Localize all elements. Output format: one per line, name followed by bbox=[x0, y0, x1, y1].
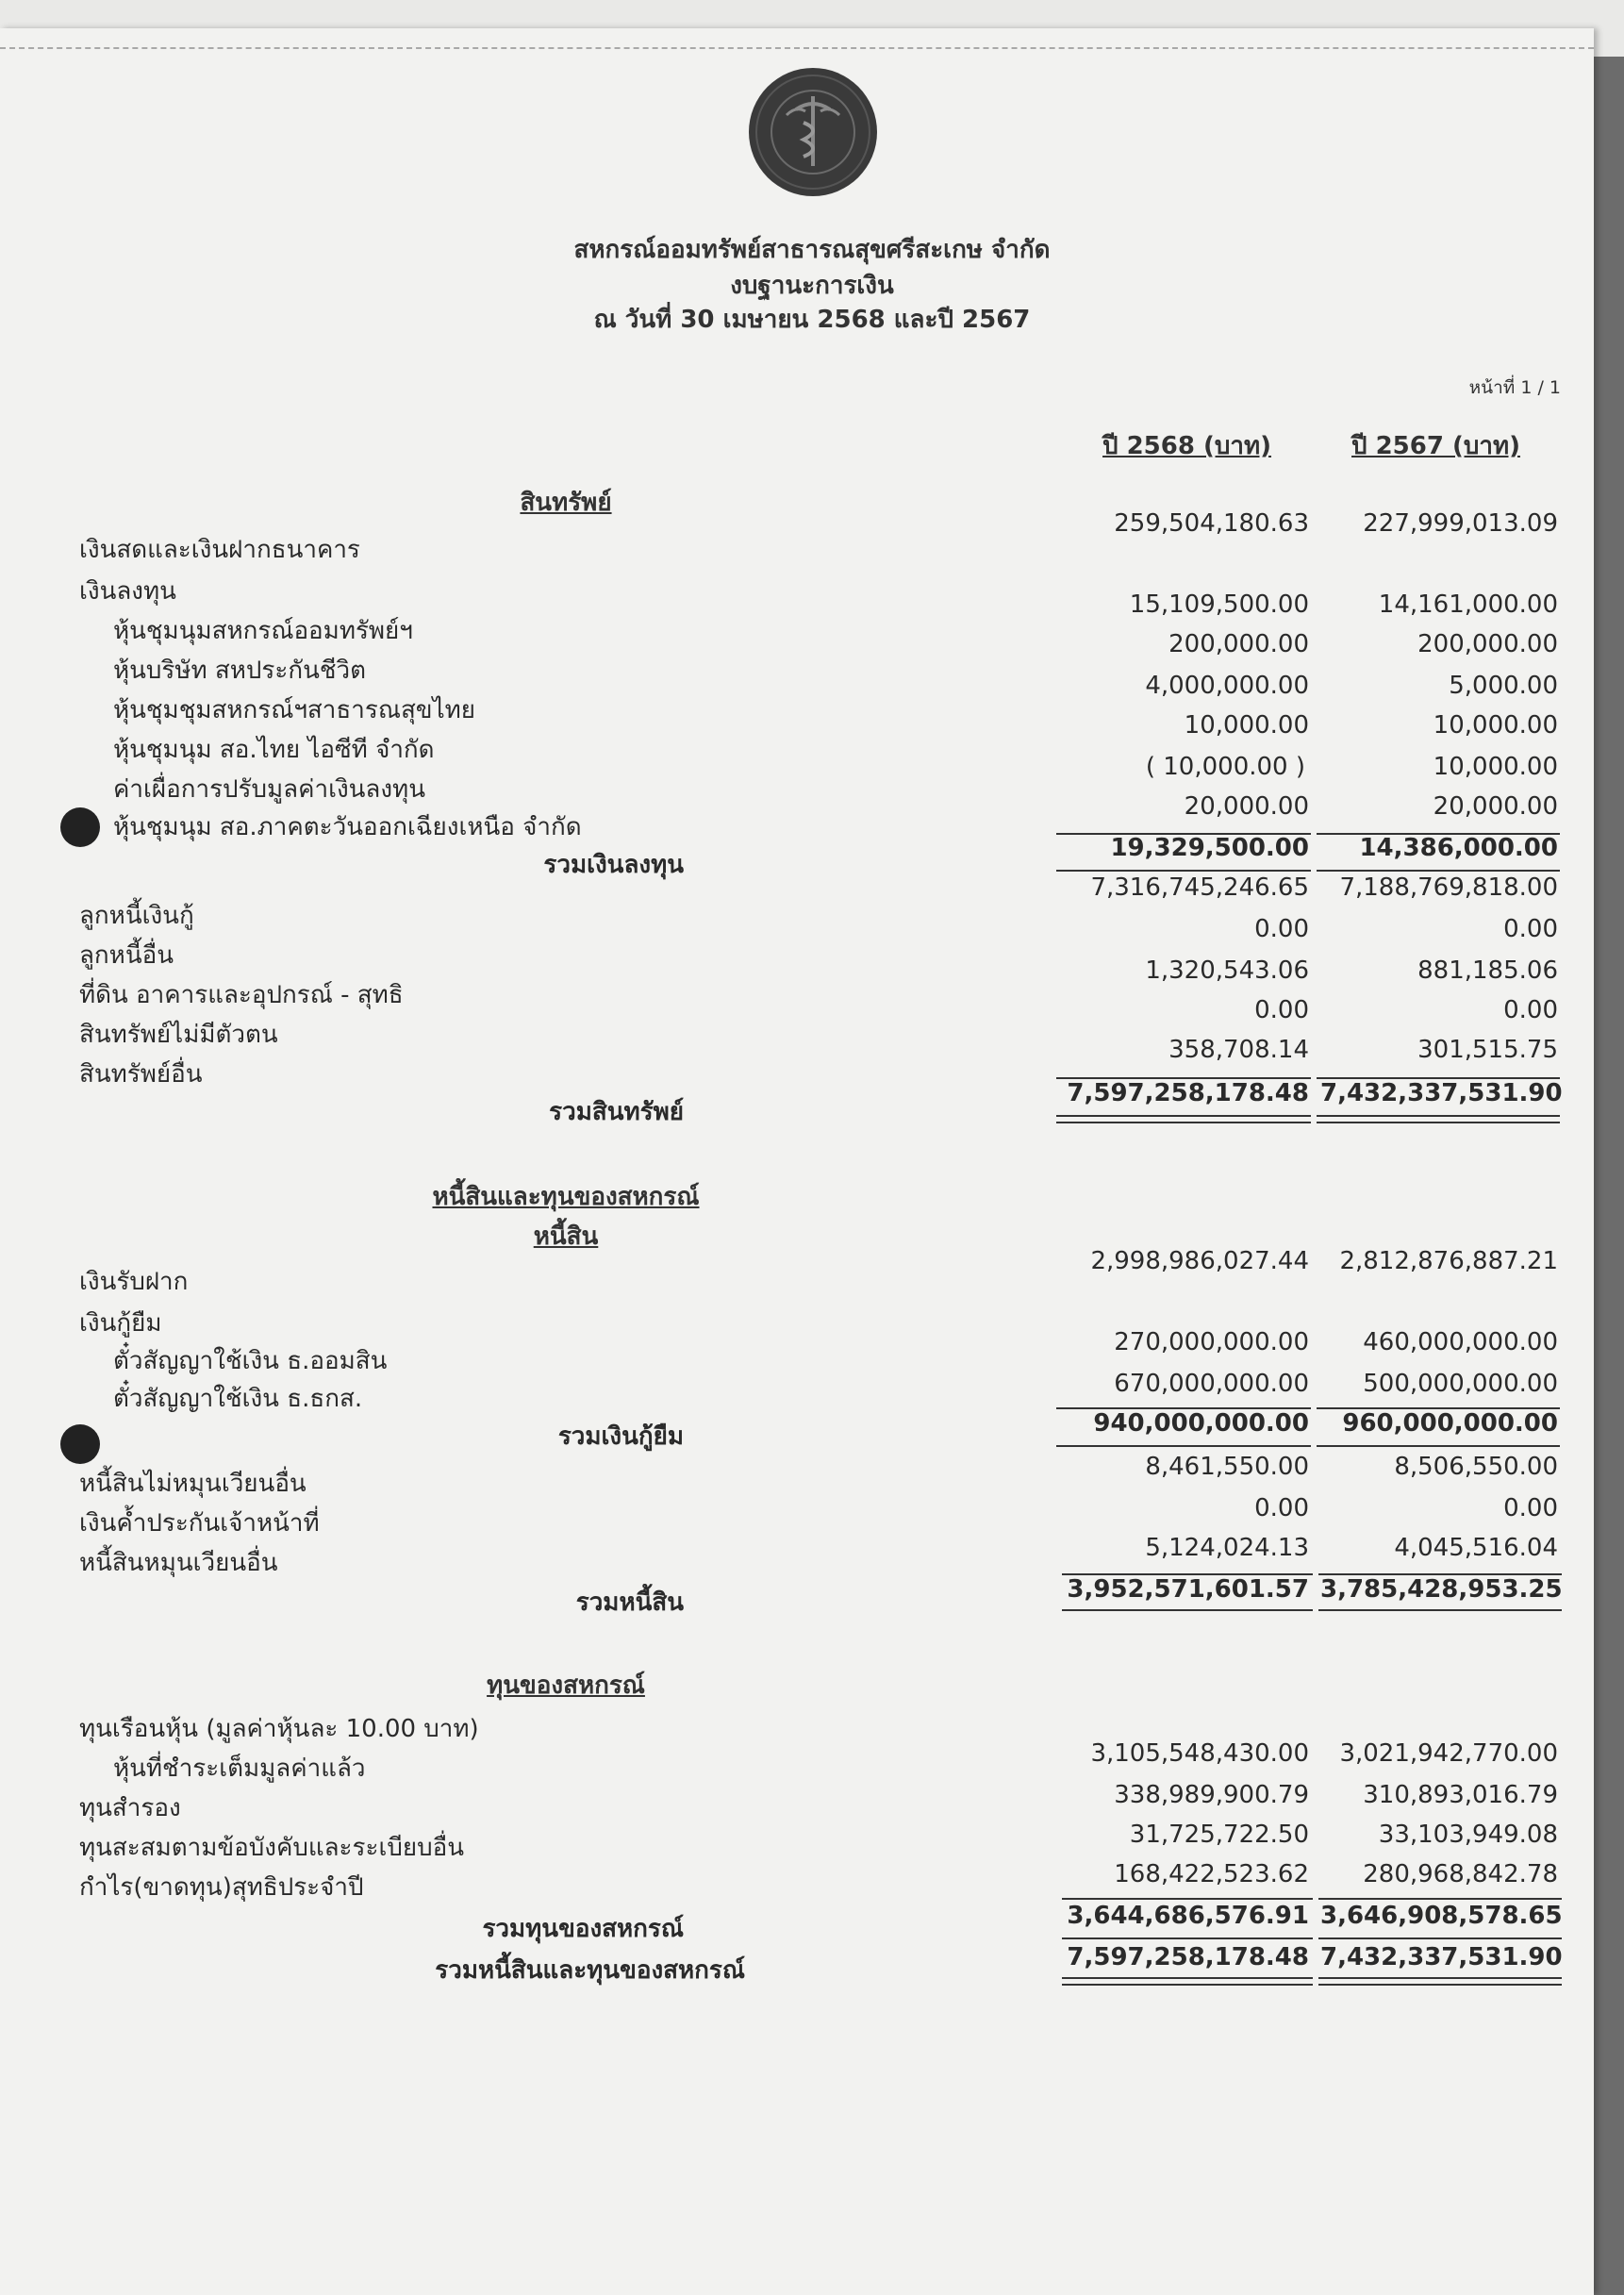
asset-current: 0.00 bbox=[1254, 996, 1309, 1024]
equity-label: ทุนสะสมตามข้อบังคับและระเบียบอื่น bbox=[79, 1834, 464, 1862]
liability-label: หนี้สินไม่หมุนเวียนอื่น bbox=[79, 1470, 307, 1498]
investment-current: 200,000.00 bbox=[1168, 630, 1309, 658]
liabilities-total-prior: 3,785,428,953.25 bbox=[1320, 1575, 1563, 1604]
subtotal-rule bbox=[1056, 870, 1311, 872]
total-rule bbox=[1318, 1937, 1562, 1939]
cash-current: 259,504,180.63 bbox=[1114, 509, 1309, 538]
total-double-rule bbox=[1317, 1115, 1560, 1123]
borrowing-prior: 460,000,000.00 bbox=[1363, 1328, 1558, 1356]
grand-total-current: 7,597,258,178.48 bbox=[1067, 1943, 1309, 1971]
punch-hole bbox=[60, 1424, 100, 1464]
investment-prior: 200,000.00 bbox=[1417, 630, 1558, 658]
equity-current: 338,989,900.79 bbox=[1114, 1781, 1309, 1809]
asset-prior: 0.00 bbox=[1503, 915, 1558, 943]
investment-current: 10,000.00 bbox=[1184, 711, 1309, 740]
equity-label: หุ้นที่ชำระเต็มมูลค่าแล้ว bbox=[113, 1755, 366, 1783]
investments-total-prior: 14,386,000.00 bbox=[1359, 834, 1558, 862]
investment-current: ( 10,000.00 ) bbox=[1145, 753, 1305, 781]
organization-seal bbox=[749, 68, 877, 196]
investment-label: หุ้นชุมนุม สอ.ไทย ไอซีที จำกัด bbox=[113, 736, 435, 764]
investment-label: ค่าเผื่อการปรับมูลค่าเงินลงทุน bbox=[113, 775, 425, 804]
grand-total-label: รวมหนี้สินและทุนของสหกรณ์ bbox=[435, 1956, 745, 1985]
equity-current: 31,725,722.50 bbox=[1129, 1821, 1309, 1849]
organization-name: สหกรณ์ออมทรัพย์สาธารณสุขศรีสะเกษ จำกัด bbox=[573, 236, 1051, 264]
total-rule bbox=[1062, 1609, 1313, 1611]
equity-prior: 280,968,842.78 bbox=[1363, 1860, 1558, 1888]
asset-label: สินทรัพย์ไม่มีตัวตน bbox=[79, 1021, 278, 1049]
borrowings-total-current: 940,000,000.00 bbox=[1093, 1409, 1309, 1438]
investments-total-label: รวมเงินลงทุน bbox=[543, 851, 684, 879]
asset-current: 7,316,745,246.65 bbox=[1090, 873, 1309, 902]
borrowings-total-label: รวมเงินกู้ยืม bbox=[557, 1422, 684, 1451]
borrowing-label: ตั๋วสัญญาใช้เงิน ธ.ธกส. bbox=[113, 1385, 363, 1413]
asset-label: ลูกหนี้เงินกู้ bbox=[79, 902, 194, 930]
asset-current: 358,708.14 bbox=[1168, 1036, 1309, 1064]
total-rule bbox=[1062, 1898, 1313, 1900]
deposits-label: เงินรับฝาก bbox=[79, 1268, 189, 1296]
grand-total-prior: 7,432,337,531.90 bbox=[1320, 1943, 1563, 1971]
total-rule bbox=[1062, 1937, 1313, 1939]
column-prior-year: ปี 2567 (บาท) bbox=[1351, 432, 1520, 460]
investment-prior: 5,000.00 bbox=[1449, 672, 1558, 700]
investment-label: หุ้นบริษัท สหประกันชีวิต bbox=[113, 657, 367, 685]
investments-total-current: 19,329,500.00 bbox=[1110, 834, 1309, 862]
borrowing-label: ตั๋วสัญญาใช้เงิน ธ.ออมสิน bbox=[113, 1347, 388, 1375]
total-double-rule bbox=[1062, 1977, 1313, 1986]
equity-label: ทุนสำรอง bbox=[79, 1794, 181, 1822]
liabilities-heading: หนี้สิน bbox=[533, 1222, 599, 1251]
borrowings-label: เงินกู้ยืม bbox=[79, 1309, 162, 1338]
investment-label: หุ้นชุมชุมสหกรณ์ฯสาธารณสุขไทย bbox=[113, 696, 476, 724]
deposits-current: 2,998,986,027.44 bbox=[1090, 1247, 1309, 1275]
asset-current: 1,320,543.06 bbox=[1145, 956, 1309, 985]
assets-heading: สินทรัพย์ bbox=[520, 489, 612, 517]
investment-label: หุ้นชุมนุม สอ.ภาคตะวันออกเฉียงเหนือ จำกัด bbox=[113, 813, 582, 841]
liabilities-total-current: 3,952,571,601.57 bbox=[1067, 1575, 1309, 1604]
total-double-rule bbox=[1318, 1977, 1562, 1986]
deposits-prior: 2,812,876,887.21 bbox=[1339, 1247, 1558, 1275]
share-capital-label: ทุนเรือนหุ้น (มูลค่าหุ้นละ 10.00 บาท) bbox=[79, 1715, 479, 1743]
total-rule bbox=[1318, 1609, 1562, 1611]
cash-prior: 227,999,013.09 bbox=[1363, 509, 1558, 538]
asset-prior: 881,185.06 bbox=[1417, 956, 1558, 985]
seal-emblem-icon bbox=[749, 68, 877, 196]
borrowing-prior: 500,000,000.00 bbox=[1363, 1370, 1558, 1398]
asset-label: ที่ดิน อาคารและอุปกรณ์ - สุทธิ bbox=[79, 981, 404, 1009]
fold-line bbox=[0, 47, 1594, 49]
equity-prior: 33,103,949.08 bbox=[1378, 1821, 1558, 1849]
liability-current: 0.00 bbox=[1254, 1494, 1309, 1522]
borrowing-current: 270,000,000.00 bbox=[1114, 1328, 1309, 1356]
liability-current: 8,461,550.00 bbox=[1145, 1453, 1309, 1481]
liability-label: เงินค้ำประกันเจ้าหน้าที่ bbox=[79, 1509, 320, 1538]
asset-prior: 301,515.75 bbox=[1417, 1036, 1558, 1064]
asset-prior: 0.00 bbox=[1503, 996, 1558, 1024]
investment-current: 20,000.00 bbox=[1184, 792, 1309, 821]
total-rule bbox=[1318, 1898, 1562, 1900]
equity-total-label: รวมทุนของสหกรณ์ bbox=[482, 1915, 684, 1943]
subtotal-rule bbox=[1056, 1445, 1311, 1447]
equity-total-current: 3,644,686,576.91 bbox=[1067, 1902, 1309, 1930]
borrowing-current: 670,000,000.00 bbox=[1114, 1370, 1309, 1398]
liability-prior: 0.00 bbox=[1503, 1494, 1558, 1522]
investment-prior: 14,161,000.00 bbox=[1378, 590, 1558, 619]
total-double-rule bbox=[1056, 1115, 1311, 1123]
assets-total-label: รวมสินทรัพย์ bbox=[549, 1098, 684, 1126]
equity-total-prior: 3,646,908,578.65 bbox=[1320, 1902, 1563, 1930]
equity-prior: 3,021,942,770.00 bbox=[1339, 1739, 1558, 1768]
investment-prior: 20,000.00 bbox=[1433, 792, 1558, 821]
investment-prior: 10,000.00 bbox=[1433, 711, 1558, 740]
liabilities-total-label: รวมหนี้สิน bbox=[575, 1588, 684, 1617]
asset-label: สินทรัพย์อื่น bbox=[79, 1060, 203, 1089]
page-number: หน้าที่ 1 / 1 bbox=[1468, 377, 1561, 398]
equity-label: กำไร(ขาดทุน)สุทธิประจำปี bbox=[79, 1873, 364, 1902]
statement-date: ณ วันที่ 30 เมษายน 2568 และปี 2567 bbox=[593, 306, 1031, 334]
borrowings-total-prior: 960,000,000.00 bbox=[1342, 1409, 1558, 1438]
investment-current: 4,000,000.00 bbox=[1145, 672, 1309, 700]
liability-prior: 8,506,550.00 bbox=[1394, 1453, 1558, 1481]
cash-label: เงินสดและเงินฝากธนาคาร bbox=[79, 536, 360, 564]
assets-total-prior: 7,432,337,531.90 bbox=[1320, 1079, 1563, 1107]
punch-hole bbox=[60, 807, 100, 847]
liabilities-equity-heading: หนี้สินและทุนของสหกรณ์ bbox=[432, 1183, 700, 1211]
subtotal-rule bbox=[1317, 1445, 1560, 1447]
statement-title: งบฐานะการเงิน bbox=[730, 272, 894, 300]
asset-label: ลูกหนี้อื่น bbox=[79, 941, 174, 970]
liability-label: หนี้สินหมุนเวียนอื่น bbox=[79, 1549, 278, 1577]
investment-label: หุ้นชุมนุมสหกรณ์ออมทรัพย์ฯ bbox=[113, 617, 413, 645]
investment-current: 15,109,500.00 bbox=[1129, 590, 1309, 619]
asset-current: 0.00 bbox=[1254, 915, 1309, 943]
column-current-year: ปี 2568 (บาท) bbox=[1102, 432, 1271, 460]
investment-prior: 10,000.00 bbox=[1433, 753, 1558, 781]
liability-current: 5,124,024.13 bbox=[1145, 1534, 1309, 1562]
assets-total-current: 7,597,258,178.48 bbox=[1067, 1079, 1309, 1107]
investments-label: เงินลงทุน bbox=[79, 577, 176, 606]
subtotal-rule bbox=[1317, 870, 1560, 872]
asset-prior: 7,188,769,818.00 bbox=[1339, 873, 1558, 902]
equity-heading: ทุนของสหกรณ์ bbox=[487, 1671, 645, 1700]
equity-prior: 310,893,016.79 bbox=[1363, 1781, 1558, 1809]
liability-prior: 4,045,516.04 bbox=[1394, 1534, 1558, 1562]
equity-current: 3,105,548,430.00 bbox=[1090, 1739, 1309, 1768]
equity-current: 168,422,523.62 bbox=[1114, 1860, 1309, 1888]
